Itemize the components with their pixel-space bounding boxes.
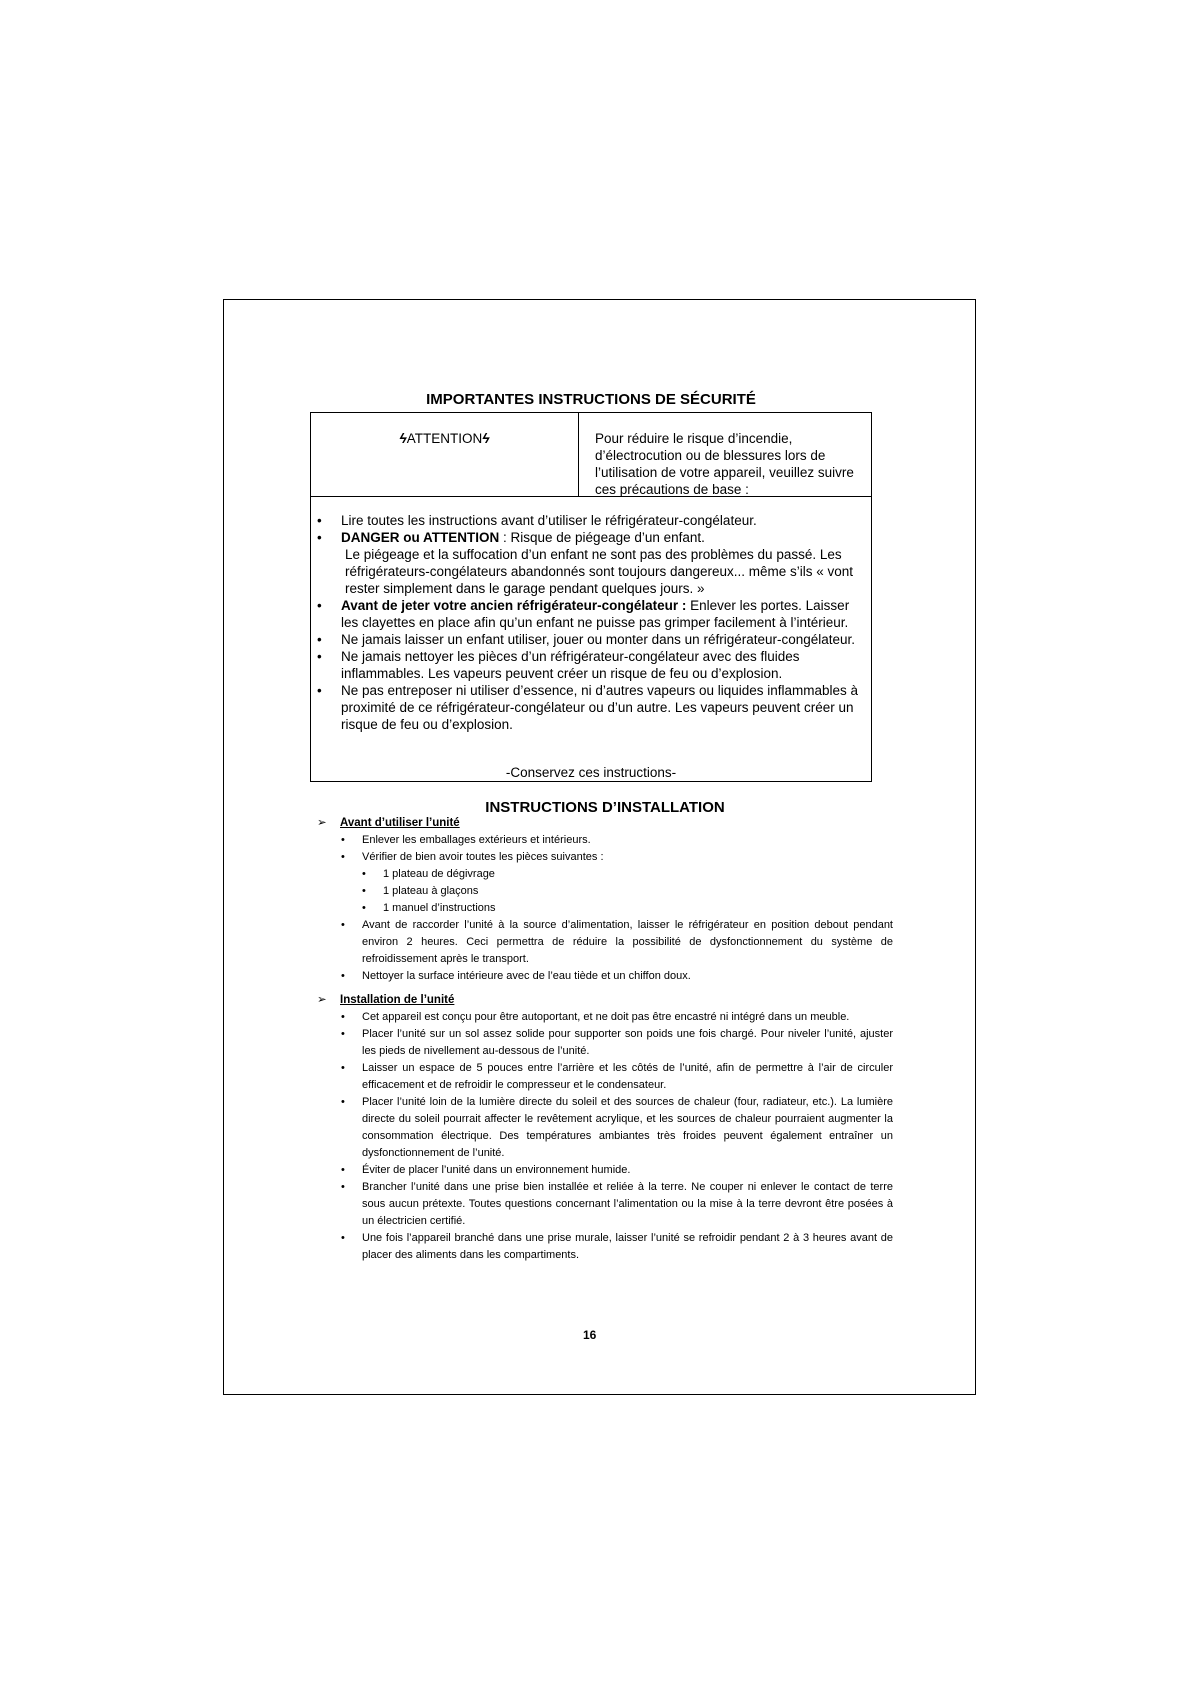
- page-number: 16: [583, 1328, 597, 1342]
- attention-text: Pour réduire le risque d’incendie, d’électrocution ou de blessures lors de l’utilisation de votre appareil, veuillez suivre ces précautions de base :: [595, 431, 854, 497]
- safety-box: [310, 412, 872, 782]
- list-item: • Lire toutes les instructions avant d’utiliser le réfrigérateur-congélateur.: [311, 512, 871, 529]
- list-item: • Vérifier de bien avoir toutes les pièces suivantes :: [315, 849, 893, 866]
- list-item: • Ne pas entreposer ni utiliser d’essence, ni d’autres vapeurs ou liquides inflammables à proximité de ce réfrigérateur-congélateur ou d’un autre. Les vapeurs peuvent créer un risque de feu ou d’explosion.: [311, 682, 871, 733]
- list-item: • 1 manuel d’instructions: [315, 900, 893, 917]
- list-item: • Éviter de placer l’unité dans un environnement humide.: [315, 1162, 893, 1179]
- install-title: INSTRUCTIONS D’INSTALLATION: [485, 799, 725, 816]
- list-item: • Avant de raccorder l’unité à la source d’alimentation, laisser le réfrigérateur en position debout pendant environ 2 heures. Ceci permettra de réduire la possibilité de dysfonctionnement du système de refroidissement après le transport.: [315, 917, 893, 968]
- arrow-bullet-icon: ➢: [317, 817, 327, 829]
- safety-list: [311, 512, 871, 733]
- section-heading: ➢ Avant d’utiliser l’unité: [315, 815, 893, 832]
- list-item: • Cet appareil est conçu pour être autoportant, et ne doit pas être encastré ni intégré dans un meuble.: [315, 1009, 893, 1026]
- section-heading: ➢ Installation de l’unité: [315, 992, 893, 1009]
- list-item: • Nettoyer la surface intérieure avec de l’eau tiède et un chiffon doux.: [315, 968, 893, 985]
- list-item: • 1 plateau à glaçons: [315, 883, 893, 900]
- list-item: • Placer l’unité loin de la lumière directe du soleil et des sources de chaleur (four, radiateur, etc.). La lumière directe du soleil pourrait affecter le revêtement acrylique, et les sources de chaleur pourraient augmenter la consommation électrique. Des températures ambiantes très froides peuvent également entraîner un dysfonctionnement de l’unité.: [315, 1094, 893, 1162]
- list-item: • Enlever les emballages extérieurs et intérieurs.: [315, 832, 893, 849]
- list-item: • Ne jamais nettoyer les pièces d’un réfrigérateur-congélateur avec des fluides inflammables. Les vapeurs peuvent créer un risque de feu ou d’explosion.: [311, 648, 871, 682]
- attention-cell: [311, 413, 579, 496]
- attention-label: ATTENTION: [406, 431, 483, 446]
- attention-table: [311, 413, 871, 497]
- arrow-bullet-icon: ➢: [317, 994, 327, 1006]
- list-item: • Brancher l’unité dans une prise bien installée et reliée à la terre. Ne couper ni enlever le contact de terre sous aucun prétexte. Toutes questions concernant l’alimentation ou la mise à la terre devront être posées à un électricien certifié.: [315, 1179, 893, 1230]
- safety-title: IMPORTANTES INSTRUCTIONS DE SÉCURITÉ: [426, 391, 756, 408]
- list-item: • 1 plateau de dégivrage: [315, 866, 893, 883]
- list-item: • Une fois l’appareil branché dans une prise murale, laisser l’unité se refroidir pendant 2 à 3 heures avant de placer des aliments dans les compartiments.: [315, 1230, 893, 1264]
- installation-section: [315, 992, 893, 1264]
- list-item: • Ne jamais laisser un enfant utiliser, jouer ou monter dans un réfrigérateur-congélateur.: [311, 631, 871, 648]
- list-item: • DANGER ou ATTENTION : Risque de piégeage d’un enfant. Le piégeage et la suffocation d’un enfant ne sont pas des problèmes du passé. Les réfrigérateurs-congélateurs abandonnés sont toujours dangereux... même s’ils « vont rester simplement dans le garage pendant quelques jours. »: [311, 529, 871, 597]
- list-item: • Placer l’unité sur un sol assez solide pour supporter son poids une fois chargé. Pour niveler l’unité, ajuster les pieds de nivellement au-dessous de l’unité.: [315, 1026, 893, 1060]
- list-item: • Laisser un espace de 5 pouces entre l’arrière et les côtés de l’unité, afin de permettre à l’air de circuler efficacement et de refroidir le compresseur et le condensateur.: [315, 1060, 893, 1094]
- keep-instructions-note: -Conservez ces instructions-: [505, 765, 677, 780]
- before-use-section: [315, 815, 893, 985]
- lightning-icon: ϟ: [399, 430, 407, 446]
- list-item: • Avant de jeter votre ancien réfrigérateur-congélateur : Enlever les portes. Laisser les clayettes en place afin qu’un enfant ne puisse pas grimper facilement à l’intérieur.: [311, 597, 871, 631]
- lightning-icon: ϟ: [482, 430, 490, 446]
